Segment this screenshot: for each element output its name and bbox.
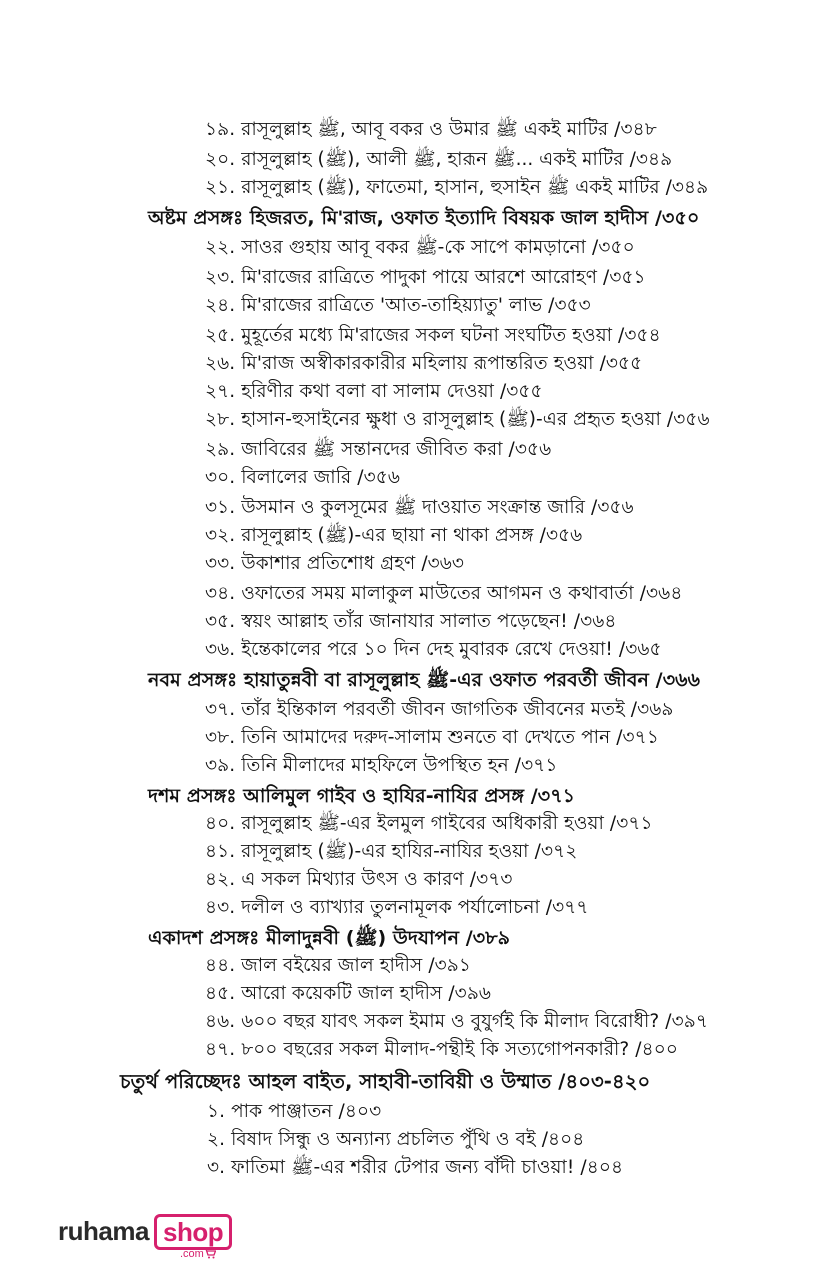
toc-section-heading: অষ্টম প্রসঙ্গঃ হিজরত, মি'রাজ, ওফাত ইত্যাদি বিষয়ক জাল হাদীস /৩৫০ bbox=[148, 207, 700, 229]
toc-entry: ১৯. রাসূলুল্লাহ ﷺ, আবূ বকর ও উমার ﷺ একই মাটির /৩৪৮ bbox=[205, 119, 657, 140]
toc-entry: ২৫. মুহূর্তের মধ্যে মি'রাজের সকল ঘটনা সংঘটিত হওয়া /৩৫৪ bbox=[205, 325, 661, 346]
toc-entry: ৩৫. স্বয়ং আল্লাহ তাঁর জানাযার সালাত পড়েছেন! /৩৬৪ bbox=[205, 611, 617, 632]
toc-entry: ২৯. জাবিরের ﷺ সন্তানদের জীবিত করা /৩৫৬ bbox=[205, 439, 552, 460]
toc-entry: ৪৬. ৬০০ বছর যাবৎ সকল ইমাম ও বুযুর্গই কি মীলাদ বিরোধী? /৩৯৭ bbox=[205, 1011, 708, 1032]
toc-entry: ৩০. বিলালের জারি /৩৫৬ bbox=[205, 467, 400, 488]
toc-entry: ২৭. হরিণীর কথা বলা বা সালাম দেওয়া /৩৫৫ bbox=[205, 381, 543, 402]
toc-chapter-heading: চতুর্থ পরিচ্ছেদঃ আহল বাইত, সাহাবী-তাবিয়ী ও উম্মাত /৪০৩-৪২০ bbox=[120, 1070, 651, 1093]
cart-icon bbox=[204, 1248, 216, 1259]
toc-section-heading: নবম প্রসঙ্গঃ হায়াতুন্নবী বা রাসূলুল্লাহ ﷺ-এর ওফাত পরবর্তী জীবন /৩৬৬ bbox=[148, 669, 701, 691]
toc-entry: ৪০. রাসূলুল্লাহ ﷺ-এর ইলমুল গাইবের অধিকারী হওয়া /৩৭১ bbox=[205, 813, 653, 834]
logo-brand-left: ruhama bbox=[58, 1216, 149, 1246]
ruhamashop-logo bbox=[58, 1208, 228, 1260]
toc-entry: ২. বিষাদ সিন্ধু ও অন্যান্য প্রচলিত পুঁথি ও বই /৪০৪ bbox=[207, 1129, 585, 1150]
toc-entry: ২৮. হাসান-হুসাইনের ক্ষুধা ও রাসূলুল্লাহ (ﷺ)-এর প্রহৃত হওয়া /৩৫৬ bbox=[205, 409, 710, 430]
logo-brand-right: shop bbox=[163, 1217, 224, 1247]
toc-entry: ৩২. রাসূলুল্লাহ (ﷺ)-এর ছায়া না থাকা প্রসঙ্গ /৩৫৬ bbox=[205, 525, 583, 546]
toc-section-heading: একাদশ প্রসঙ্গঃ মীলাদুন্নবী (ﷺ) উদযাপন /৩৮৯ bbox=[148, 927, 511, 949]
toc-entry: ২০. রাসূলুল্লাহ (ﷺ), আলী ﷺ, হারূন ﷺ... একই মাটির /৩৪৯ bbox=[205, 149, 673, 170]
toc-entry: ৩. ফাতিমা ﷺ-এর শরীর টেপার জন্য বাঁদী চাওয়া! /৪০৪ bbox=[207, 1157, 624, 1178]
toc-entry: ৩৯. তিনি মীলাদের মাহফিলে উপস্থিত হন /৩৭১ bbox=[205, 755, 558, 776]
toc-entry: ৪২. এ সকল মিথ্যার উৎস ও কারণ /৩৭৩ bbox=[205, 869, 513, 890]
logo-suffix: .com bbox=[180, 1248, 204, 1260]
toc-entry: ৩৩. উকাশার প্রতিশোধ গ্রহণ /৩৬৩ bbox=[205, 553, 465, 574]
toc-entry: ২২. সাওর গুহায় আবূ বকর ﷺ-কে সাপে কামড়ানো /৩৫০ bbox=[205, 237, 635, 258]
toc-entry: ৩১. উসমান ও কুলসূমের ﷺ দাওয়াত সংক্রান্ত জারি /৩৫৬ bbox=[205, 497, 634, 518]
toc-entry: ৪৪. জাল বইয়ের জাল হাদীস /৩৯১ bbox=[205, 955, 472, 976]
toc-entry: ৩৭. তাঁর ইন্তিকাল পরবর্তী জীবন জাগতিক জীবনের মতই /৩৬৯ bbox=[205, 699, 674, 720]
toc-entry: ৪৩. দলীল ও ব্যাখ্যার তুলনামূলক পর্যালোচনা /৩৭৭ bbox=[205, 897, 589, 918]
toc-entry: ৪১. রাসূলুল্লাহ (ﷺ)-এর হাযির-নাযির হওয়া /৩৭২ bbox=[205, 841, 578, 862]
toc-section-heading: দশম প্রসঙ্গঃ আলিমুল গাইব ও হাযির-নাযির প্রসঙ্গ /৩৭১ bbox=[148, 785, 576, 807]
toc-entry: ৩৬. ইন্তেকালের পরে ১০ দিন দেহ মুবারক রেখে দেওয়া! /৩৬৫ bbox=[205, 639, 662, 660]
toc-entry: ৪৫. আরো কয়েকটি জাল হাদীস /৩৯৬ bbox=[205, 983, 492, 1004]
toc-entry: ২৬. মি'রাজ অস্বীকারকারীর মহিলায় রূপান্তরিত হওয়া /৩৫৫ bbox=[205, 353, 643, 374]
toc-entry: ২১. রাসূলুল্লাহ (ﷺ), ফাতেমা, হাসান, হুসাইন ﷺ একই মাটির /৩৪৯ bbox=[205, 177, 709, 198]
toc-entry: ৪৭. ৮০০ বছরের সকল মীলাদ-পন্থীই কি সত্যগোপনকারী? /৪০০ bbox=[205, 1039, 679, 1060]
logo-shop-box bbox=[154, 1214, 232, 1250]
toc-entry: ২৩. মি'রাজের রাত্রিতে পাদুকা পায়ে আরশে আরোহণ /৩৫১ bbox=[205, 267, 646, 288]
toc-entry: ৩৮. তিনি আমাদের দরুদ-সালাম শুনতে বা দেখতে পান /৩৭১ bbox=[205, 727, 659, 748]
toc-entry: ২৪. মি'রাজের রাত্রিতে 'আত-তাহিয়্যাতু' লাভ /৩৫৩ bbox=[205, 295, 591, 316]
toc-entry: ৩৪. ওফাতের সময় মালাকুল মাউতের আগমন ও কথাবার্তা /৩৬৪ bbox=[205, 583, 683, 604]
toc-entry: ১. পাক পাঞ্জাতন /৪০৩ bbox=[207, 1101, 382, 1122]
